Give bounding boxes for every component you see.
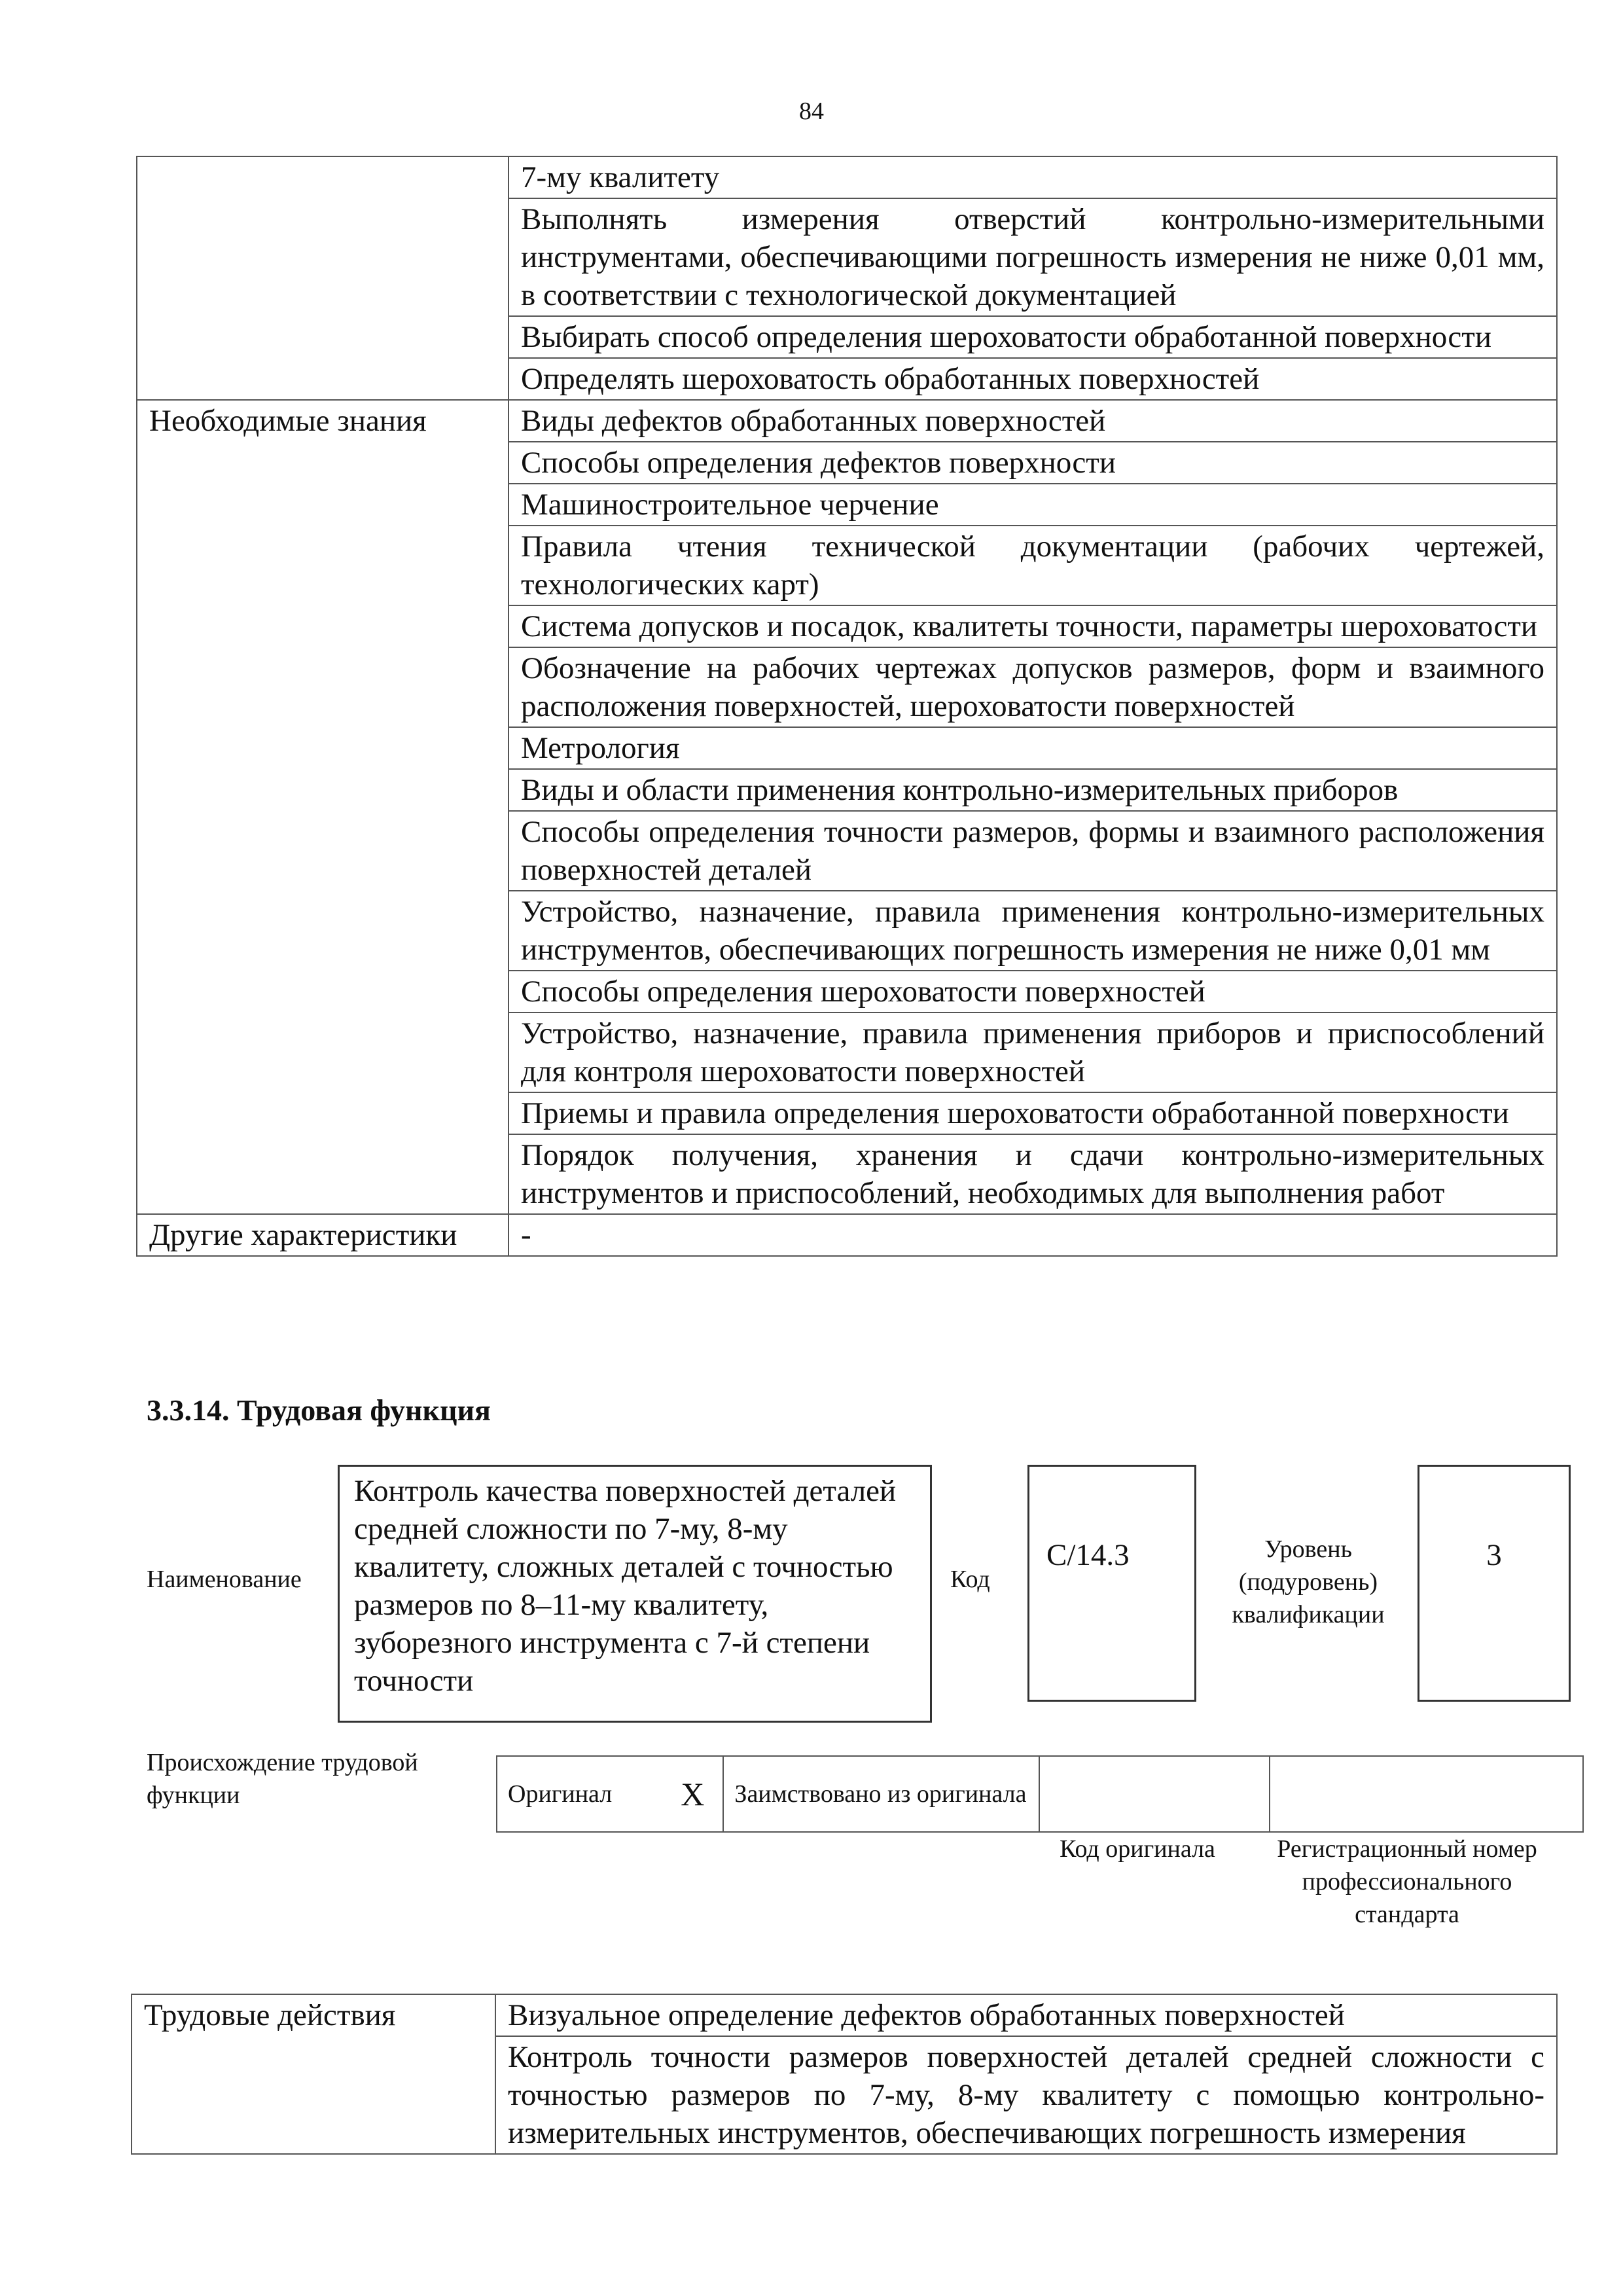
table-cell: Приемы и правила определения шероховатости обработанной поверхности	[508, 1092, 1557, 1134]
table-row-label	[137, 156, 508, 400]
level-label: Уровень (подуровень) квалификации	[1232, 1535, 1385, 1628]
original-code-cell	[1039, 1756, 1270, 1832]
table-cell: Виды дефектов обработанных поверхностей	[508, 400, 1557, 442]
name-label: Наименование	[147, 1566, 302, 1593]
original-mark: X	[662, 1756, 723, 1832]
code-original-caption: Код оригинала	[1060, 1835, 1215, 1863]
knowledge-label: Необходимые знания	[137, 400, 508, 1214]
table-cell: Визуальное определение дефектов обработанных поверхностей	[495, 1994, 1557, 2036]
table-cell: Способы определения дефектов поверхности	[508, 442, 1557, 484]
page-number: 84	[799, 98, 824, 125]
labor-actions-table	[131, 1994, 1558, 2155]
table-cell: Выбирать способ определения шероховатости обработанной поверхности	[508, 316, 1557, 358]
table-cell: 7-му квалитету	[508, 156, 1557, 198]
code-box: C/14.3	[1027, 1465, 1196, 1702]
borrowed-label: Заимствовано из оригинала	[723, 1756, 1039, 1832]
reg-number-cell	[1270, 1756, 1583, 1832]
table-cell: Определять шероховатость обработанных поверхностей	[508, 358, 1557, 400]
table-cell: Выполнять измерения отверстий контрольно-измерительными инструментами, обеспечивающими погрешность измерения не ниже 0,01 мм, в соответствии с технологической документацией	[508, 198, 1557, 316]
table-cell: Правила чтения технической документации (рабочих чертежей, технологических карт)	[508, 526, 1557, 605]
table-cell: Метрология	[508, 727, 1557, 769]
table-cell: Контроль точности размеров поверхностей деталей средней сложности с точностью размеров по 7-му, 8-му квалитету с помощью контрольно-измерительных инструментов, обеспечивающих погрешность измерения	[495, 2036, 1557, 2154]
level-box: 3	[1418, 1465, 1571, 1702]
table-cell: Способы определения шероховатости поверхностей	[508, 971, 1557, 1013]
table-cell: Виды и области применения контрольно-измерительных приборов	[508, 769, 1557, 811]
table-cell: Обозначение на рабочих чертежах допусков размеров, форм и взаимного расположения поверхностей, шероховатости поверхностей	[508, 647, 1557, 727]
origin-label: Происхождение трудовой функции	[147, 1749, 418, 1809]
table-cell: Способы определения точности размеров, формы и взаимного расположения поверхностей деталей	[508, 811, 1557, 891]
table-cell: Машиностроительное черчение	[508, 484, 1557, 526]
labor-actions-label: Трудовые действия	[132, 1994, 495, 2154]
origin-table	[496, 1755, 1584, 1833]
skills-knowledge-table	[136, 156, 1558, 1257]
table-cell: Устройство, назначение, правила применения приборов и приспособлений для контроля шероховатости поверхностей	[508, 1013, 1557, 1092]
other-characteristics-label: Другие характеристики	[137, 1214, 508, 1256]
table-cell: Устройство, назначение, правила применения контрольно-измерительных инструментов, обеспечивающих погрешность измерения не ниже 0,01 мм	[508, 891, 1557, 971]
table-cell: Система допусков и посадок, квалитеты точности, параметры шероховатости	[508, 605, 1557, 647]
table-cell: -	[508, 1214, 1557, 1256]
reg-number-caption: Регистрационный номер профессионального стандарта	[1277, 1835, 1537, 1928]
code-label: Код	[950, 1566, 990, 1593]
section-heading: 3.3.14. Трудовая функция	[147, 1393, 491, 1427]
original-label: Оригинал	[497, 1756, 662, 1832]
function-name-box: Контроль качества поверхностей деталей средней сложности по 7-му, 8-му квалитету, сложных деталей с точностью размеров по 8–11-му квалитету, зуборезного инструмента с 7-й степени точности	[338, 1465, 932, 1723]
table-cell: Порядок получения, хранения и сдачи контрольно-измерительных инструментов и приспособлений, необходимых для выполнения работ	[508, 1134, 1557, 1214]
